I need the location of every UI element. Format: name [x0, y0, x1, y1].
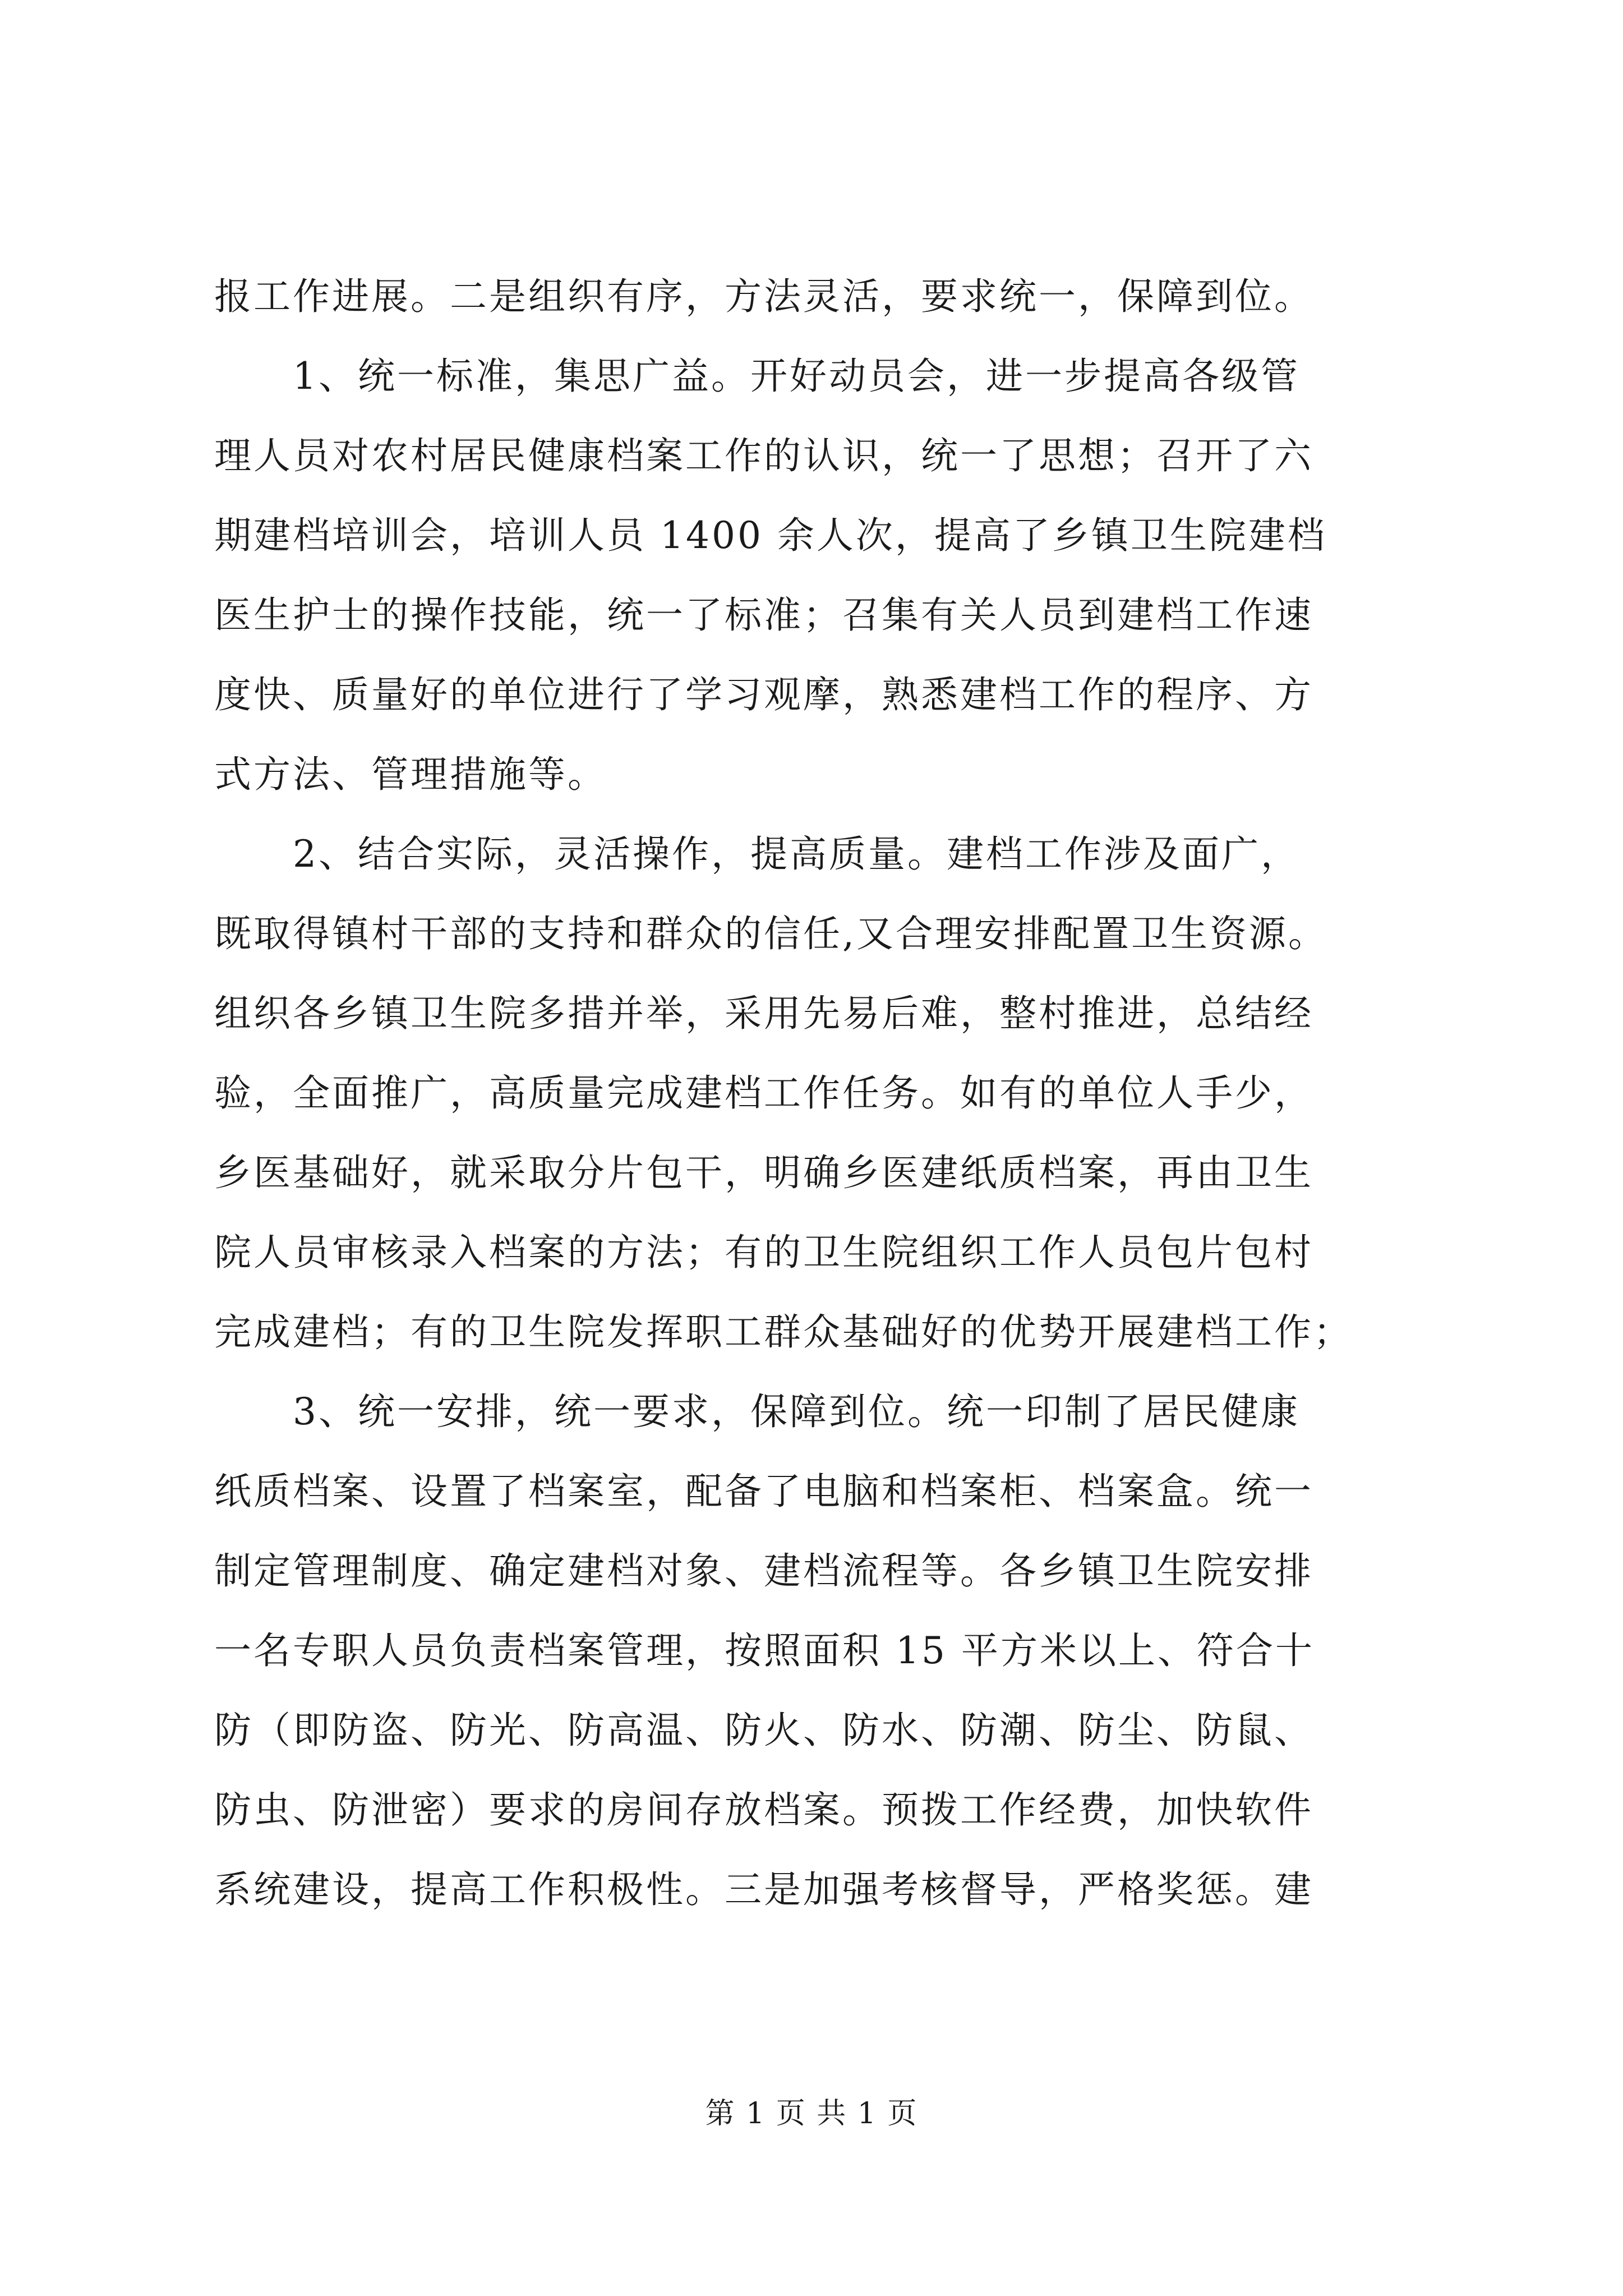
text-line-5: 医生护士的操作技能，统一了标准；召集有关人员到建档工作速 [214, 593, 1313, 637]
text-line-20: 防虫、防泄密）要求的房间存放档案。预拨工作经费，加快软件 [214, 1788, 1313, 1832]
text-line-9: 既取得镇村干部的支持和群众的信任,又合理安排配置卫生资源。 [214, 912, 1327, 955]
text-line-8: 2、结合实际，灵活操作，提高质量。建档工作涉及面广， [214, 832, 1300, 876]
text-line-3: 理人员对农村居民健康档案工作的认识，统一了思想；召开了六 [214, 434, 1313, 477]
text-line-11: 验，全面推广，高质量完成建档工作任务。如有的单位人手少， [214, 1071, 1313, 1115]
text-line-19: 防（即防盗、防光、防高温、防火、防水、防潮、防尘、防鼠、 [214, 1709, 1313, 1752]
text-line-1: 报工作进展。二是组织有序，方法灵活，要求统一，保障到位。 [214, 275, 1313, 318]
text-line-4: 期建档培训会，培训人员 1400 余人次，提高了乡镇卫生院建档 [214, 514, 1327, 557]
text-line-2: 1、统一标准，集思广益。开好动员会，进一步提高各级管 [214, 355, 1300, 398]
text-line-15: 3、统一安排，统一要求，保障到位。统一印制了居民健康 [214, 1390, 1300, 1433]
text-line-12: 乡医基础好，就采取分片包干，明确乡医建纸质档案，再由卫生 [214, 1151, 1313, 1194]
text-line-10: 组织各乡镇卫生院多措并举，采用先易后难，整村推进，总结经 [214, 992, 1313, 1035]
text-line-6: 度快、质量好的单位进行了学习观摩，熟悉建档工作的程序、方 [214, 673, 1313, 716]
text-line-14: 完成建档；有的卫生院发挥职工群众基础好的优势开展建档工作； [214, 1310, 1353, 1354]
text-line-18: 一名专职人员负责档案管理，按照面积 15 平方米以上、符合十 [214, 1629, 1315, 1672]
text-line-13: 院人员审核录入档案的方法；有的卫生院组织工作人员包片包村 [214, 1231, 1313, 1274]
text-line-17: 制定管理制度、确定建档对象、建档流程等。各乡镇卫生院安排 [214, 1549, 1313, 1593]
body-text [214, 257, 1414, 1930]
text-line-21: 系统建设，提高工作积极性。三是加强考核督导，严格奖惩。建 [214, 1868, 1313, 1911]
text-line-7: 式方法、管理措施等。 [214, 753, 607, 796]
text-line-16: 纸质档案、设置了档案室，配备了电脑和档案柜、档案盒。统一 [214, 1470, 1313, 1513]
page-number-footer: 第 1 页 共 1 页 [705, 2097, 918, 2131]
